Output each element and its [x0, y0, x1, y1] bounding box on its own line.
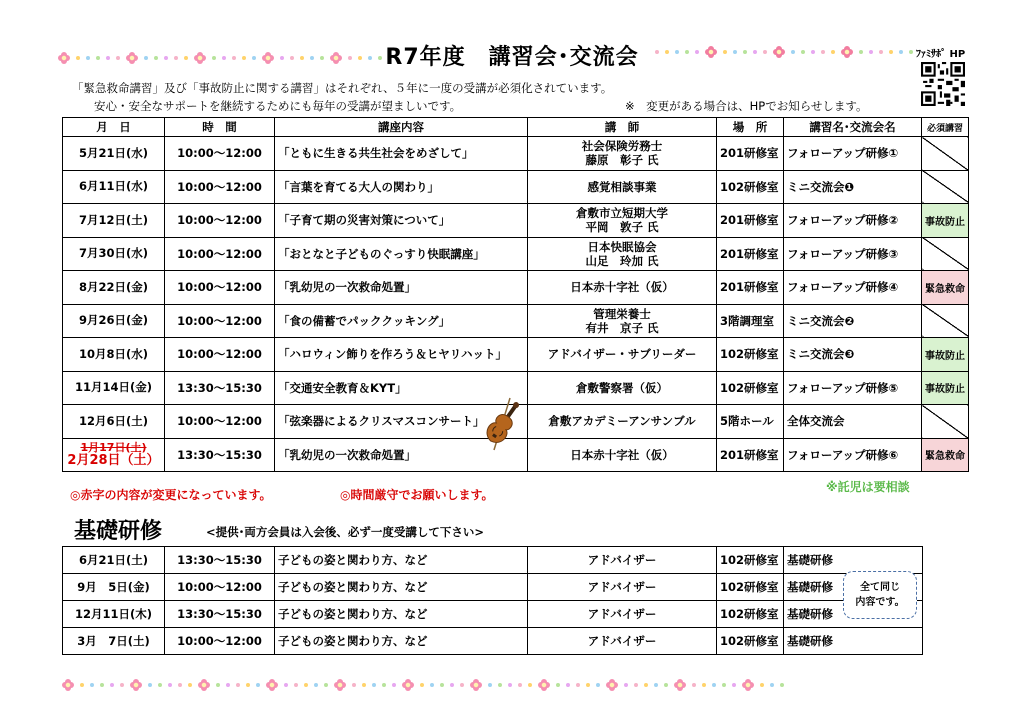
row-course-name: フォローアップ研修③ [784, 237, 922, 271]
dot-icon [294, 683, 298, 687]
row-place: 102研修室 [717, 371, 784, 405]
dot-icon [586, 683, 590, 687]
kiso-time: 13:30～15:30 [165, 547, 275, 574]
dot-icon [314, 683, 318, 687]
kiso-time: 10:00～12:00 [165, 574, 275, 601]
dot-icon [566, 683, 570, 687]
notice-changes: ※ 変更がある場合は、HPでお知らせします。 [625, 99, 868, 113]
row-date: 10月8日(水) [78, 346, 149, 361]
row-place: 102研修室 [717, 170, 784, 204]
row-time: 10:00～12:00 [165, 338, 275, 372]
header-required: 必須講習 [922, 118, 969, 137]
row-content: 「交通安全教育＆KYT」 [275, 371, 528, 405]
lecturer-line-2: 山足 玲加 氏 [585, 253, 659, 268]
flower-icon [705, 46, 717, 58]
table-row [63, 170, 969, 204]
kiso-time: 13:30～15:30 [165, 601, 275, 628]
violin-icon [480, 396, 526, 452]
table-header-row [63, 118, 969, 137]
row-place: 3階調理室 [717, 304, 784, 338]
famisapo-hp-label: ﾌｧﾐｻﾎﾟ HP [916, 49, 966, 60]
dot-icon [382, 683, 386, 687]
flower-icon [470, 679, 482, 691]
row-content: 「ともに生きる共生社会をめざして」 [275, 137, 528, 171]
dot-icon [498, 683, 502, 687]
row-required [922, 170, 969, 204]
row-time: 10:00～12:00 [165, 237, 275, 271]
dot-icon [110, 683, 114, 687]
row-course-name: フォローアップ研修① [784, 137, 922, 171]
row-required [922, 304, 969, 338]
row-date: 6月11日(水) [78, 179, 149, 194]
flower-icon [742, 679, 754, 691]
dot-icon [120, 683, 124, 687]
row-place: 5階ホール [717, 405, 784, 439]
row-date: 8月22日(金) [78, 279, 149, 294]
row-required [922, 338, 969, 372]
kiso-content: 子どもの姿と関わり方、など [275, 601, 528, 628]
dot-icon [596, 683, 600, 687]
kiso-time: 10:00～12:00 [165, 628, 275, 655]
required-tag: 緊急救命 [925, 283, 965, 295]
dot-icon [556, 683, 560, 687]
dot-icon [712, 683, 716, 687]
row-date: 9月26日(金) [78, 313, 149, 328]
dot-icon [246, 683, 250, 687]
kiso-date: 3月 7日(土) [63, 628, 165, 655]
lecturer-line-1: 感覚相談事業 [587, 179, 657, 194]
dot-icon [236, 683, 240, 687]
row-course-name: 全体交流会 [784, 405, 922, 439]
required-tag: 事故防止 [925, 384, 965, 396]
dot-icon [80, 683, 84, 687]
row-content: 「ハロウィン飾りを作ろう＆ヒヤリハット」 [275, 338, 528, 372]
row-time: 10:00～12:00 [165, 204, 275, 238]
required-tag: 事故防止 [925, 350, 965, 362]
table-row [63, 204, 969, 238]
kiso-name: 基礎研修 [784, 547, 923, 574]
row-course-name: ミニ交流会❶ [784, 170, 922, 204]
flower-icon [58, 52, 70, 64]
kiso-row [63, 601, 923, 628]
flower-icon [198, 679, 210, 691]
dot-icon [188, 683, 192, 687]
lecturer-line-1: 社会保険労務士 [581, 139, 663, 154]
kiso-place: 102研修室 [717, 547, 784, 574]
row-place: 201研修室 [717, 271, 784, 305]
table-row [63, 237, 969, 271]
kiso-content: 子どもの姿と関わり方、など [275, 628, 528, 655]
dot-icon [508, 683, 512, 687]
lecturer-line-1: 倉敷市立短期大学 [576, 206, 668, 221]
kiso-row [63, 574, 923, 601]
row-date: 12月6日(土) [78, 413, 149, 428]
lecturer-line-2: 平岡 敦子 氏 [585, 220, 659, 235]
row-place: 201研修室 [717, 137, 784, 171]
dot-icon [362, 683, 366, 687]
table-row [63, 304, 969, 338]
old-date: 1月17日(土) [80, 440, 147, 454]
header-place: 場 所 [717, 118, 784, 137]
flower-icon [266, 679, 278, 691]
dot-icon [576, 683, 580, 687]
dot-icon [352, 683, 356, 687]
notice-red-changes: ◎赤字の内容が変更になっています。 [70, 488, 272, 502]
row-course-name: ミニ交流会❷ [784, 304, 922, 338]
dot-icon [722, 683, 726, 687]
kiso-place: 102研修室 [717, 601, 784, 628]
flower-icon [130, 679, 142, 691]
bubble-line-2: 内容です。 [855, 597, 905, 608]
header-content: 講座内容 [275, 118, 528, 137]
dot-icon [488, 683, 492, 687]
kiso-title: 基礎研修 [74, 519, 163, 544]
notice-childcare: ※託児は要相談 [826, 480, 910, 494]
dot-icon [392, 683, 396, 687]
lecturer-line-1: アドバイザー・サブリーダー [547, 347, 697, 362]
dot-icon [256, 683, 260, 687]
row-content: 「弦楽器によるクリスマスコンサート」 [275, 405, 528, 439]
row-time: 10:00～12:00 [165, 304, 275, 338]
row-place: 201研修室 [717, 204, 784, 238]
row-content: 「食の備蓄でパッククッキング」 [275, 304, 528, 338]
flower-icon [126, 52, 138, 64]
row-date: 5月21日(水) [78, 145, 149, 160]
dot-icon [168, 683, 172, 687]
row-date: 7月12日(土) [78, 212, 149, 227]
row-time: 10:00～12:00 [165, 170, 275, 204]
dot-icon [450, 683, 454, 687]
dot-icon [90, 683, 94, 687]
row-content: 「言葉を育てる大人の関わり」 [275, 170, 528, 204]
kiso-place: 102研修室 [717, 628, 784, 655]
dot-icon [770, 683, 774, 687]
lecturer-line-1: 管理栄養士 [593, 306, 651, 321]
lecturer-line-1: 倉敷アカデミーアンサンブル [548, 414, 696, 429]
kiso-lecturer: アドバイザー [528, 628, 717, 655]
header-date: 月 日 [63, 118, 165, 137]
kiso-content: 子どもの姿と関わり方、など [275, 574, 528, 601]
row-time: 13:30～15:30 [165, 371, 275, 405]
page-title: R7年度 講習会･交流会 [385, 45, 639, 70]
row-required [922, 371, 969, 405]
notice-annual: 安心・安全なサポートを継続するためにも毎年の受講が望ましいです。 [94, 99, 462, 113]
row-place: 102研修室 [717, 338, 784, 372]
row-required [922, 438, 969, 472]
decoration-bottom [62, 678, 784, 692]
same-content-bubble [843, 571, 917, 619]
required-tag: 事故防止 [925, 216, 965, 228]
dot-icon [654, 683, 658, 687]
dot-icon [692, 683, 696, 687]
dot-icon [440, 683, 444, 687]
dot-icon [430, 683, 434, 687]
row-date: 7月30日(水) [78, 246, 149, 261]
lecturer-line-2: 藤原 彰子 氏 [585, 153, 659, 168]
kiso-content: 子どもの姿と関わり方、など [275, 547, 528, 574]
kiso-date: 6月21日(土) [63, 547, 165, 574]
dot-icon [158, 683, 162, 687]
row-content: 「おとなと子どものぐっすり快眠講座」 [275, 237, 528, 271]
lecturer-line-1: 日本赤十字社（仮） [570, 280, 674, 295]
dot-icon [226, 683, 230, 687]
qr-code-icon[interactable] [921, 62, 965, 106]
row-required [922, 237, 969, 271]
row-required [922, 405, 969, 439]
dot-icon [148, 683, 152, 687]
dot-icon [624, 683, 628, 687]
row-course-name: ミニ交流会❸ [784, 338, 922, 372]
dot-icon [732, 683, 736, 687]
row-date: 11月14日(金) [74, 380, 153, 395]
flower-icon [674, 679, 686, 691]
dot-icon [460, 683, 464, 687]
lecturer-line-1: 日本快眠協会 [587, 239, 657, 254]
dot-icon [518, 683, 522, 687]
table-row [63, 338, 969, 372]
dot-icon [420, 683, 424, 687]
dot-icon [100, 683, 104, 687]
row-course-name: フォローアップ研修② [784, 204, 922, 238]
row-required [922, 204, 969, 238]
kiso-place: 102研修室 [717, 574, 784, 601]
kiso-lecturer: アドバイザー [528, 574, 717, 601]
bubble-line-1: 全て同じ [860, 582, 900, 593]
notice-punctual: ◎時間厳守でお願いします。 [340, 488, 494, 502]
kiso-date: 9月 5日(金) [63, 574, 165, 601]
flower-icon [538, 679, 550, 691]
row-course-name: フォローアップ研修④ [784, 271, 922, 305]
dot-icon [644, 683, 648, 687]
notice-mandatory: 「緊急救命講習」及び「事故防止に関する講習」はそれぞれ、５年に一度の受講が必須化されています。 [72, 81, 613, 95]
flower-icon [402, 679, 414, 691]
dot-icon [304, 683, 308, 687]
header-time: 時 間 [165, 118, 275, 137]
dot-icon [634, 683, 638, 687]
dot-icon [664, 683, 668, 687]
kiso-row [63, 547, 923, 574]
header-lecturer: 講 師 [528, 118, 717, 137]
table-row [63, 271, 969, 305]
dot-icon [372, 683, 376, 687]
dot-icon [702, 683, 706, 687]
kiso-row [63, 628, 923, 655]
new-date: 2月28日（土） [67, 452, 160, 468]
kiso-name: 基礎研修 [784, 601, 923, 628]
row-time: 10:00～12:00 [165, 405, 275, 439]
kiso-name: 基礎研修 [784, 628, 923, 655]
table-row [63, 137, 969, 171]
dot-icon [528, 683, 532, 687]
kiso-table [62, 546, 923, 655]
dot-icon [284, 683, 288, 687]
dot-icon [780, 683, 784, 687]
required-tag: 緊急救命 [925, 451, 965, 463]
flower-icon [334, 679, 346, 691]
flower-icon [194, 52, 206, 64]
row-place: 201研修室 [717, 438, 784, 472]
header-course-name: 講習名･交流会名 [784, 118, 922, 137]
flower-icon [262, 52, 274, 64]
flower-icon [606, 679, 618, 691]
dot-icon [760, 683, 764, 687]
lecturer-line-2: 有井 京子 氏 [585, 320, 659, 335]
flower-icon [773, 46, 785, 58]
row-course-name: フォローアップ研修⑥ [784, 438, 922, 472]
row-required [922, 137, 969, 171]
kiso-date: 12月11日(木) [63, 601, 165, 628]
row-time: 10:00～12:00 [165, 271, 275, 305]
row-course-name: フォローアップ研修⑤ [784, 371, 922, 405]
flower-icon [330, 52, 342, 64]
row-time: 10:00～12:00 [165, 137, 275, 171]
flower-icon [62, 679, 74, 691]
lecturer-line-1: 日本赤十字社（仮） [570, 447, 674, 462]
dot-icon [324, 683, 328, 687]
row-content: 「乳幼児の一次救命処置」 [275, 438, 528, 472]
row-place: 201研修室 [717, 237, 784, 271]
kiso-note: <提供･両方会員は入会後、必ず一度受講して下さい> [206, 525, 485, 539]
flower-icon [841, 46, 853, 58]
lecturer-line-1: 倉敷警察署（仮） [576, 380, 668, 395]
row-content: 「乳幼児の一次救命処置」 [275, 271, 528, 305]
row-required [922, 271, 969, 305]
kiso-lecturer: アドバイザー [528, 601, 717, 628]
row-time: 13:30～15:30 [165, 438, 275, 472]
dot-icon [216, 683, 220, 687]
dot-icon [178, 683, 182, 687]
kiso-name: 基礎研修 [784, 574, 923, 601]
row-content: 「子育て期の災害対策について」 [275, 204, 528, 238]
kiso-lecturer: アドバイザー [528, 547, 717, 574]
